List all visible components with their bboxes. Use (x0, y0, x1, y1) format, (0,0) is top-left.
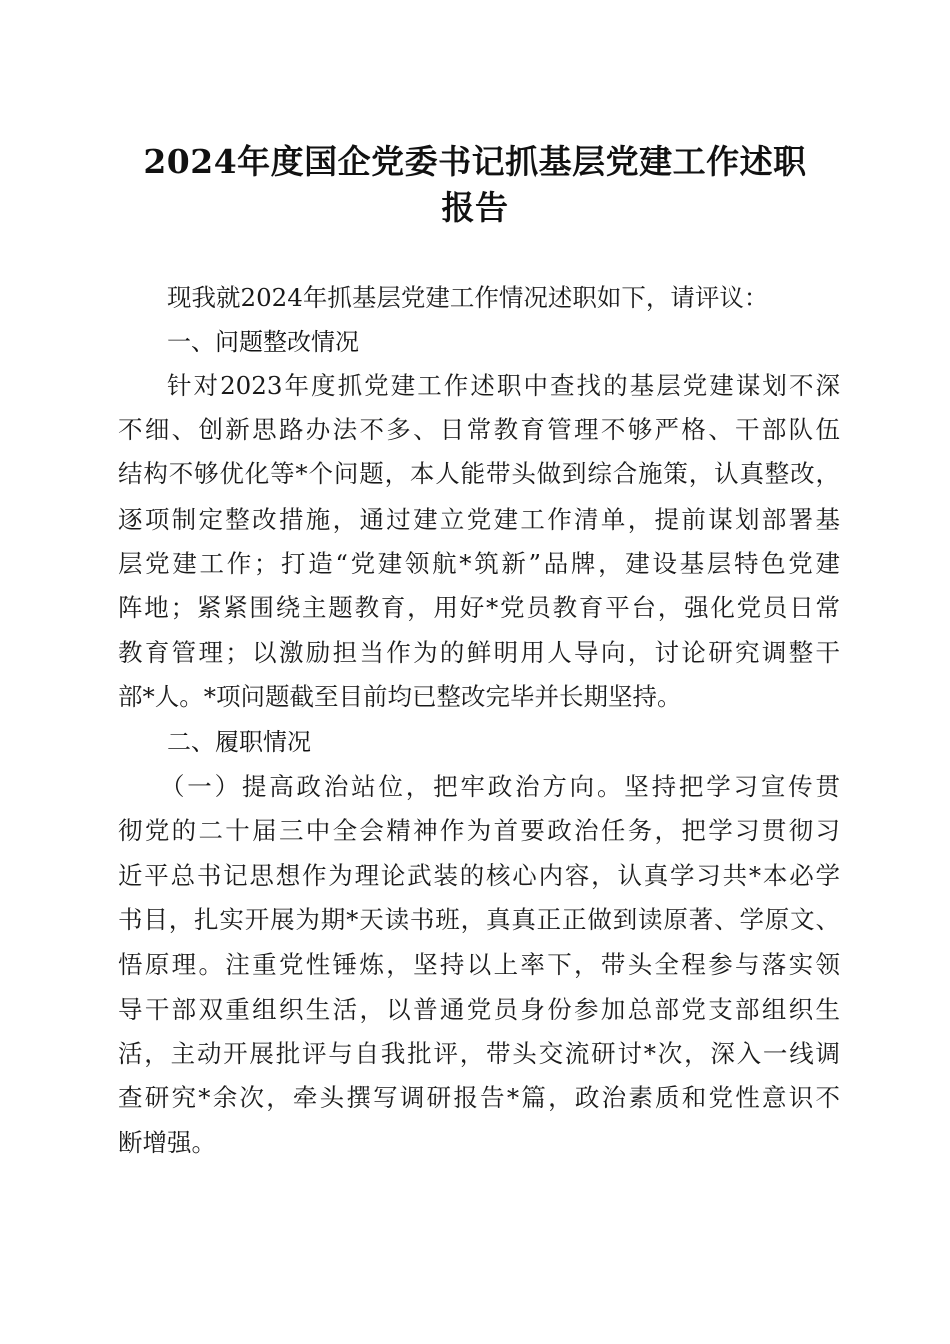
section1-line: 部*人。*项问题截至目前均已整改完毕并长期坚持。 (118, 682, 682, 711)
section2-line: 导干部双重组织生活，以普通党员身份参加总部党支部组织生 (118, 995, 840, 1024)
section1-line: 教育管理；以激励担当作为的鲜明用人导向，讨论研究调整干 (118, 638, 840, 667)
section1-line: 结构不够优化等*个问题，本人能带头做到综合施策，认真整改， (118, 459, 840, 488)
section1-line: 阵地；紧紧围绕主题教育，用好*党员教育平台，强化党员日常 (118, 593, 840, 622)
section2-line: 书目，扎实开展为期*天读书班，真真正正做到读原著、学原文、 (118, 905, 840, 934)
section2-line: 断增强。 (118, 1128, 216, 1157)
section2-line: 活，主动开展批评与自我批评，带头交流研讨*次，深入一线调 (118, 1039, 840, 1068)
section1-line: 层党建工作；打造“党建领航*筑新”品牌，建设基层特色党建 (118, 549, 840, 578)
section1-heading: 一、问题整改情况 (167, 328, 359, 356)
section1-line: 针对2023年度抓党建工作述职中查找的基层党建谋划不深 (167, 371, 840, 400)
section2-line: （一）提高政治站位，把牢政治方向。坚持把学习宣传贯 (160, 772, 840, 801)
section1-line: 逐项制定整改措施，通过建立党建工作清单，提前谋划部署基 (118, 505, 840, 534)
section1-line: 不细、创新思路办法不多、日常教育管理不够严格、干部队伍 (118, 415, 840, 444)
section2-line: 近平总书记思想作为理论武装的核心内容，认真学习共*本必学 (118, 861, 840, 890)
section2-line: 查研究*余次，牵头撰写调研报告*篇，政治素质和党性意识不 (118, 1083, 840, 1112)
document-title-line2: 报告 (441, 188, 509, 227)
document-title-line1: 2024年度国企党委书记抓基层党建工作述职 (143, 142, 807, 181)
intro-paragraph: 现我就2024年抓基层党建工作情况述职如下，请评议： (167, 283, 769, 312)
section2-heading: 二、履职情况 (167, 728, 311, 756)
section2-line: 悟原理。注重党性锤炼，坚持以上率下，带头全程参与落实领 (118, 950, 840, 979)
section2-line: 彻党的二十届三中全会精神作为首要政治任务，把学习贯彻习 (118, 816, 840, 845)
